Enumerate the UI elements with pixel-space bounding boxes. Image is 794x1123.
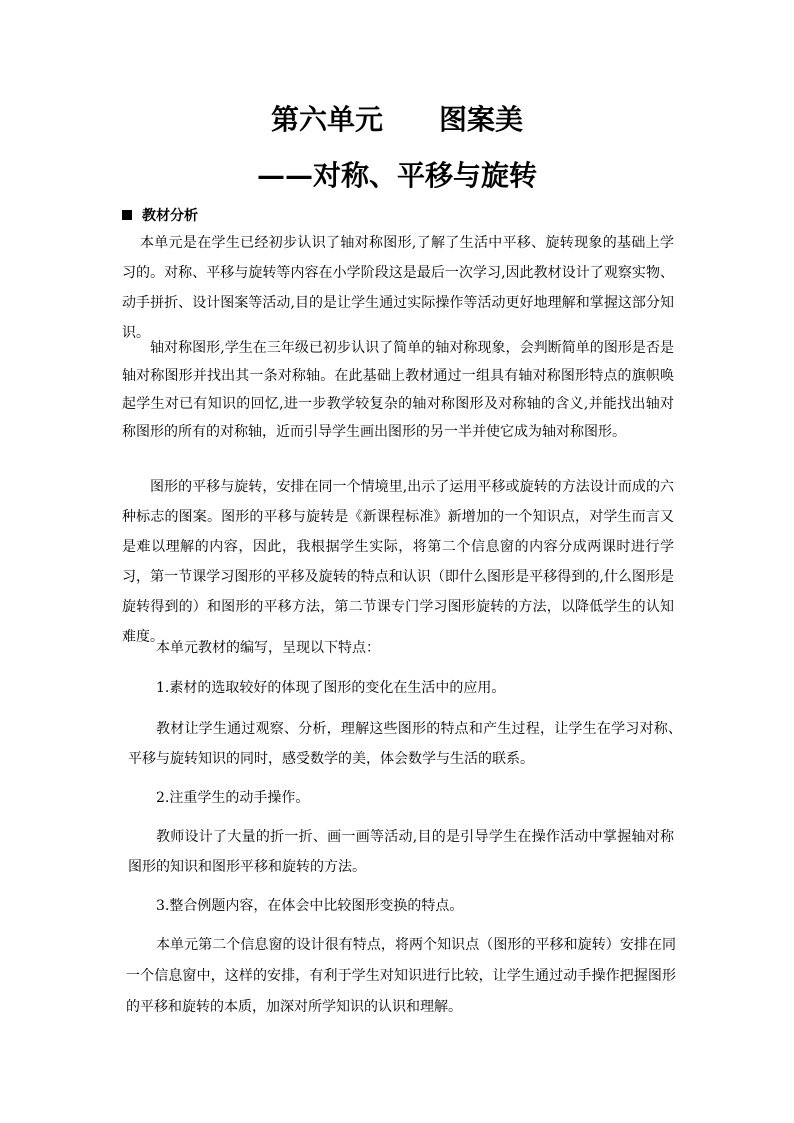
paragraph-1: 本单元是在学生已经初步认识了轴对称图形,了解了生活中平移、旋转现象的基础上学习的。对称、平移与旋转等内容在小学阶段这是最后一次学习,因此教材设计了观察实物、动手拼折、设计图案等活动,目的是让学生通过实际操作等活动更好地理解和掌握这部分知识。 [122,235,674,341]
feature-1-heading: 1.素材的选取较好的体现了图形的变化在生活中的应用。 [156,680,506,696]
paragraph-4: 本单元教材的编写，呈现以下特点： [156,640,380,656]
section-heading [122,206,198,226]
feature-3-body: 本单元第二个信息窗的设计很有特点，将两个知识点（图形的平移和旋转）安排在同一个信息窗中，这样的安排，有利于学生对知识进行比较，让学生通过动手操作把握图形的平移和旋转的本质，加深对所学知识的认识和理解。 [126,937,676,1015]
title-subtitle: ——对称、平移与旋转 [256,159,537,192]
feature-1-body: 教材让学生通过观察、分析，理解这些图形的特点和产生过程，让学生在学习对称、平移与旋转知识的同时，感受数学的美，体会数学与生活的联系。 [128,721,682,767]
square-bullet-icon [122,210,132,220]
paragraph-3: 图形的平移与旋转，安排在同一个情境里,出示了运用平移或旋转的方法设计而成的六种标志的图案。图形的平移与旋转是《新课程标准》新增加的一个知识点，对学生而言又是难以理解的内容，因此，我根据学生实际，将第二个信息窗的内容分成两课时进行学习，第一节课学习图形的平移及旋转的特点和认识（即什么图形是平移得到的,什么图形是旋转得到的）和图形的平移方法，第二节课专门学习图形旋转的方法，以降低学生的认知难度。 [122,479,674,645]
feature-3-heading: 3.整合例题内容，在体会中比较图形变换的特点。 [156,898,464,914]
feature-2-heading: 2.注重学生的动手操作。 [156,790,310,806]
paragraph-2: 轴对称图形,学生在三年级已初步认识了简单的轴对称现象，会判断简单的图形是否是轴对称图形并找出其一条对称轴。在此基础上教材通过一组具有轴对称图形特点的旗帜唤起学生对已有知识的回忆,进一步教学较复杂的轴对称图形及对称轴的含义,并能找出轴对称图形的所有的对称轴，近而引导学生画出图形的另一半并使它成为轴对称图形。 [122,340,674,440]
section-heading-label: 教材分析 [142,208,198,224]
title-unit: 第六单元 图案美 [270,103,523,136]
feature-2-body: 教师设计了大量的折一折、画一画等活动,目的是引导学生在操作活动中掌握轴对称图形的知识和图形平移和旋转的方法。 [128,829,674,875]
